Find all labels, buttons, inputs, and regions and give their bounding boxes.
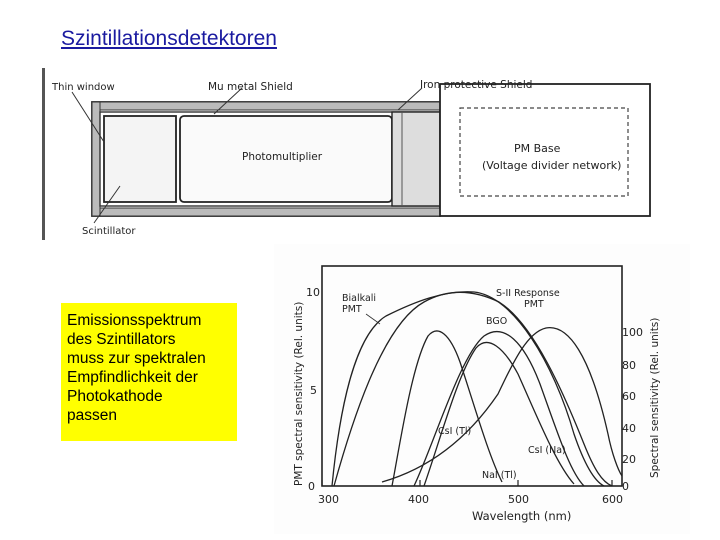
y-right-tick-label: 20: [622, 453, 636, 466]
x-tick-label: 600: [602, 493, 623, 506]
scintillator-label: Scintillator: [82, 226, 136, 237]
s11-label: PMT: [524, 299, 544, 310]
voltage-divider-label: (Voltage divider network): [482, 159, 622, 172]
nai-tl-label: NaI (Tl): [482, 470, 517, 481]
callout-line: passen: [67, 407, 117, 424]
scan-edge: [42, 68, 45, 240]
csi-na-label: CsI (Na): [528, 445, 566, 456]
y-left-tick-label: 0: [308, 480, 315, 493]
x-tick-label: 400: [408, 493, 429, 506]
callout-line: Empfindlichkeit der: [67, 369, 198, 386]
y-right-tick-label: 80: [622, 359, 636, 372]
y-left-tick-label: 5: [310, 384, 317, 397]
x-axis-title: Wavelength (nm): [472, 509, 572, 523]
callout-box: [61, 303, 237, 441]
y-right-tick-label: 100: [622, 326, 643, 339]
y-right-tick-label: 0: [622, 480, 629, 493]
thin-window-label: Thin window: [52, 82, 115, 93]
pm-base-label: PM Base: [514, 142, 561, 155]
callout-line: des Szintillators: [67, 331, 176, 348]
slide-title: Szintillationsdetektoren: [61, 27, 277, 50]
csi-tl-label: CsI (Tl): [438, 426, 472, 437]
x-tick-label: 500: [508, 493, 529, 506]
y-right-axis-title: Spectral sensitivity (Rel. units): [649, 317, 661, 478]
s11-label: S-II Response: [496, 288, 560, 299]
spectral-chart: [274, 244, 690, 534]
bialkali-label: PMT: [342, 304, 362, 315]
y-right-tick-label: 60: [622, 390, 636, 403]
callout-line: muss zur spektralen: [67, 350, 206, 367]
scintillator-shape: [104, 116, 176, 202]
x-tick-label: 300: [318, 493, 339, 506]
callout-line: Photokathode: [67, 388, 163, 405]
bgo-label: BGO: [486, 316, 508, 327]
callout-line: Emissionsspektrum: [67, 312, 202, 329]
photomultiplier-label: Photomultiplier: [242, 151, 323, 163]
y-left-axis-title: PMT spectral sensitivity (Rel. units): [293, 301, 305, 486]
y-right-tick-label: 40: [622, 422, 636, 435]
bialkali-label: Bialkali: [342, 293, 377, 304]
y-left-tick-label: 10: [306, 286, 320, 299]
mu-metal-label: Mu metal Shield: [208, 81, 293, 93]
iron-shield-label: Iron protective Shield: [420, 79, 533, 91]
detector-diagram: [42, 68, 682, 240]
